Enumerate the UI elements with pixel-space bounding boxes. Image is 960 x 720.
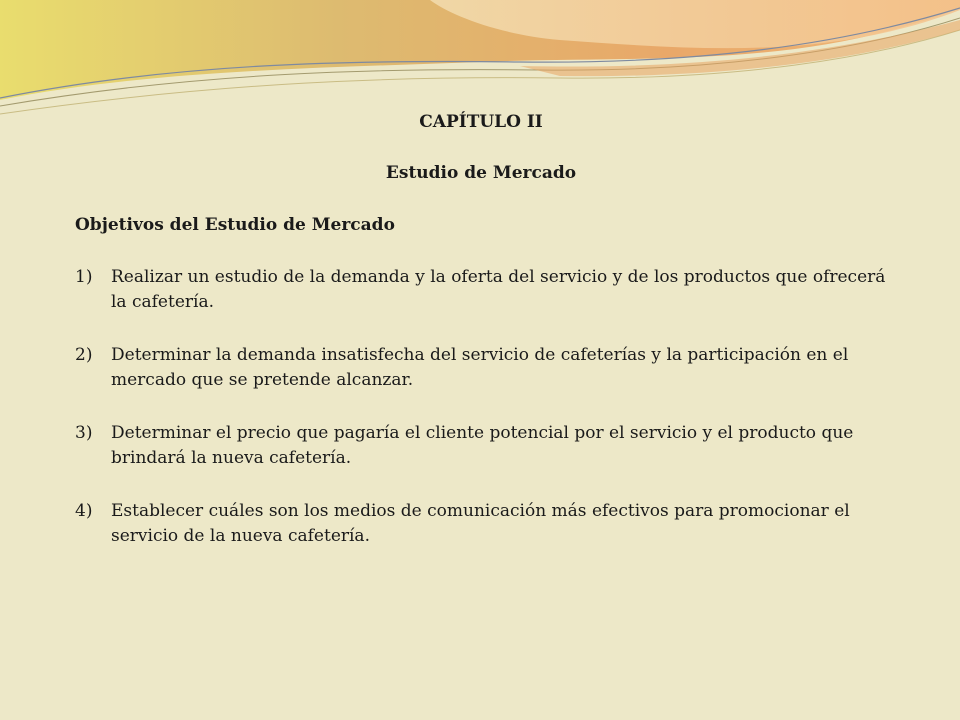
list-item-number: 4) xyxy=(75,501,93,521)
list-item-number: 1) xyxy=(75,267,93,287)
list-item xyxy=(75,499,887,549)
list-item-text: Determinar la demanda insatisfecha del servicio de cafeterías y la participación en el mercado que se pretende alcanzar. xyxy=(111,345,849,390)
list-item-text: Establecer cuáles son los medios de comunicación más efectivos para promocionar el servicio de la nueva cafetería. xyxy=(111,501,850,546)
slide-title: Estudio de Mercado xyxy=(385,163,577,183)
list-item-text: Determinar el precio que pagaría el cliente potencial por el servicio y el producto que brindará la nueva cafetería. xyxy=(111,423,854,468)
slide-content xyxy=(75,110,887,549)
objectives-heading: Objetivos del Estudio de Mercado xyxy=(75,215,395,235)
objectives-list xyxy=(75,265,887,549)
list-item-number: 2) xyxy=(75,345,93,365)
list-item-number: 3) xyxy=(75,423,93,443)
list-item xyxy=(75,343,887,393)
chapter-title: CAPÍTULO II xyxy=(419,112,543,132)
list-item xyxy=(75,421,887,471)
list-item-text: Realizar un estudio de la demanda y la oferta del servicio y de los productos que ofrecerá la cafetería. xyxy=(111,267,886,312)
list-item xyxy=(75,265,887,315)
